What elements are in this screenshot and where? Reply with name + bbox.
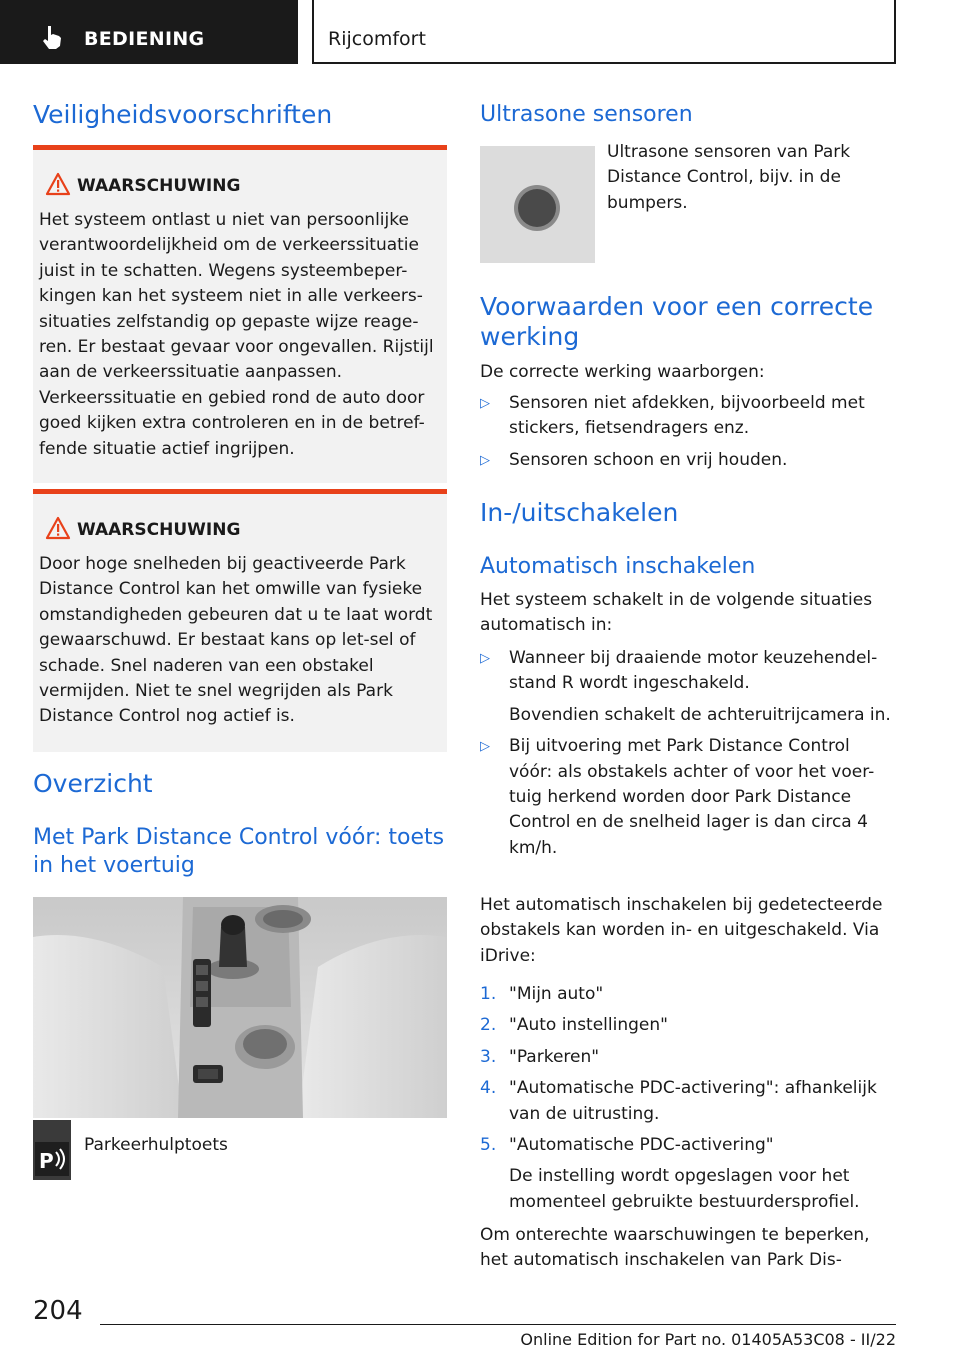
closing-text: Om onterechte waarschuwingen te beperken, het automatisch inschakelen van Park Dis- — [480, 1225, 870, 1271]
page-number: 204 — [33, 1296, 83, 1326]
auto-heading: Automatisch inschakelen — [480, 554, 756, 579]
center-console-photo — [33, 897, 447, 1118]
list-item: ▷ Bij uitvoering met Park Distance Control vóór: als obstakels achter of voor het voer-tuig herkend worden door Park Distance Control en de snelheid lager is dan circa 4 km/h. — [480, 736, 875, 858]
svg-text:P: P — [39, 1149, 54, 1173]
onoff-heading: In-/uitschakelen — [480, 498, 679, 527]
conditions-intro: De correcte werking waarborgen: — [480, 362, 765, 382]
triangle-bullet-icon: ▷ — [480, 452, 490, 468]
sensors-text: Ultrasone sensoren van Park Distance Control, bijv. in de bumpers. — [607, 142, 851, 213]
triangle-bullet-icon: ▷ — [480, 396, 490, 411]
hand-icon — [40, 24, 64, 50]
conditions-list — [480, 391, 896, 479]
park-assist-button-icon — [33, 1120, 71, 1180]
warning-box-2 — [33, 489, 447, 752]
auto-intro: Het systeem schakelt in de volgende situaties automatisch in: — [480, 590, 873, 636]
list-item: 4. "Automatische PDC-activering": afhankelijk van de uitrusting. — [480, 1078, 877, 1124]
overview-heading: Overzicht — [33, 769, 153, 798]
warning-title: WAARSCHUWING — [77, 176, 241, 196]
footer-divider — [100, 1324, 896, 1325]
auto-list — [480, 646, 896, 867]
section-tab — [312, 0, 896, 64]
warning-box-1 — [33, 145, 447, 483]
idrive-text: Het automatisch inschakelen bij gedetecteerde obstakels kan worden in- en uitgeschakeld. Via iDrive: — [480, 895, 883, 966]
button-heading: Met Park Distance Control vóór: toets in het voertuig — [33, 825, 445, 878]
warning-text: Door hoge snelheden bij geactiveerde Park Distance Control kan het omwille van fysieke omstandigheden gebeuren dat u te laat wordt gewaarschuwd. Er bestaat kans op let-sel of schade. Snel naderen van een obstakel vermijden. Niet te snel wegrijden als Park Distance Control nog actief is. — [39, 554, 433, 727]
step5-extra: De instelling wordt opgeslagen voor het momenteel gebruikte bestuurdersprofiel. — [509, 1166, 860, 1212]
triangle-bullet-icon: ▷ — [480, 739, 490, 755]
list-item: ▷ Sensoren niet afdekken, bijvoorbeeld met stickers, fietsendragers enz. — [480, 393, 865, 439]
auto-item1-extra: Bovendien schakelt de achteruitrijcamera in. — [509, 704, 891, 725]
list-item: ▷ Wanneer bij draaiende motor keuzehendel-stand R wordt ingeschakeld. — [480, 648, 878, 694]
sensors-heading: Ultrasone sensoren — [480, 102, 693, 127]
list-item: 2. "Auto instellingen" — [480, 1015, 668, 1036]
warning-triangle-icon — [45, 172, 71, 196]
triangle-bullet-icon: ▷ — [480, 651, 490, 666]
warning-title: WAARSCHUWING — [77, 520, 241, 540]
list-item: 1. "Mijn auto" — [480, 984, 604, 1004]
chapter-title: BEDIENING — [84, 28, 205, 50]
safety-heading: Veiligheidsvoorschriften — [33, 100, 333, 129]
list-item: 3. "Parkeren" — [480, 1046, 600, 1067]
button-caption: Parkeerhulptoets — [84, 1135, 228, 1155]
warning-triangle-icon — [45, 516, 71, 540]
idrive-steps — [480, 982, 896, 1221]
list-item: 5. "Automatische PDC-activering" — [480, 1135, 774, 1156]
edition-text: Online Edition for Part no. 01405A53C08 - II/22 — [520, 1330, 896, 1349]
chapter-tab — [0, 0, 298, 64]
list-item: ▷ Sensoren schoon en vrij houden. — [480, 448, 896, 473]
warning-text: Het systeem ontlast u niet van persoonlijke verantwoordelijkheid om de verkeerssituatie juist in te schatten. Wegens systeembeper-kingen kan het systeem niet in alle verkeers-situaties zelfstandig op gepaste wijze reage-ren. Er bestaat gevaar voor ongevallen. Rijstijl aan de verkeerssituatie aanpassen. Verkeerssituatie en gebied rond de auto door goed kijken extra controleren en in de betref-fende situatie actief ingrijpen. — [39, 210, 434, 459]
section-title: Rijcomfort — [328, 28, 426, 50]
conditions-heading: Voorwaarden voor een correcte werking — [480, 292, 874, 351]
ultrasonic-sensor-image — [480, 146, 595, 263]
